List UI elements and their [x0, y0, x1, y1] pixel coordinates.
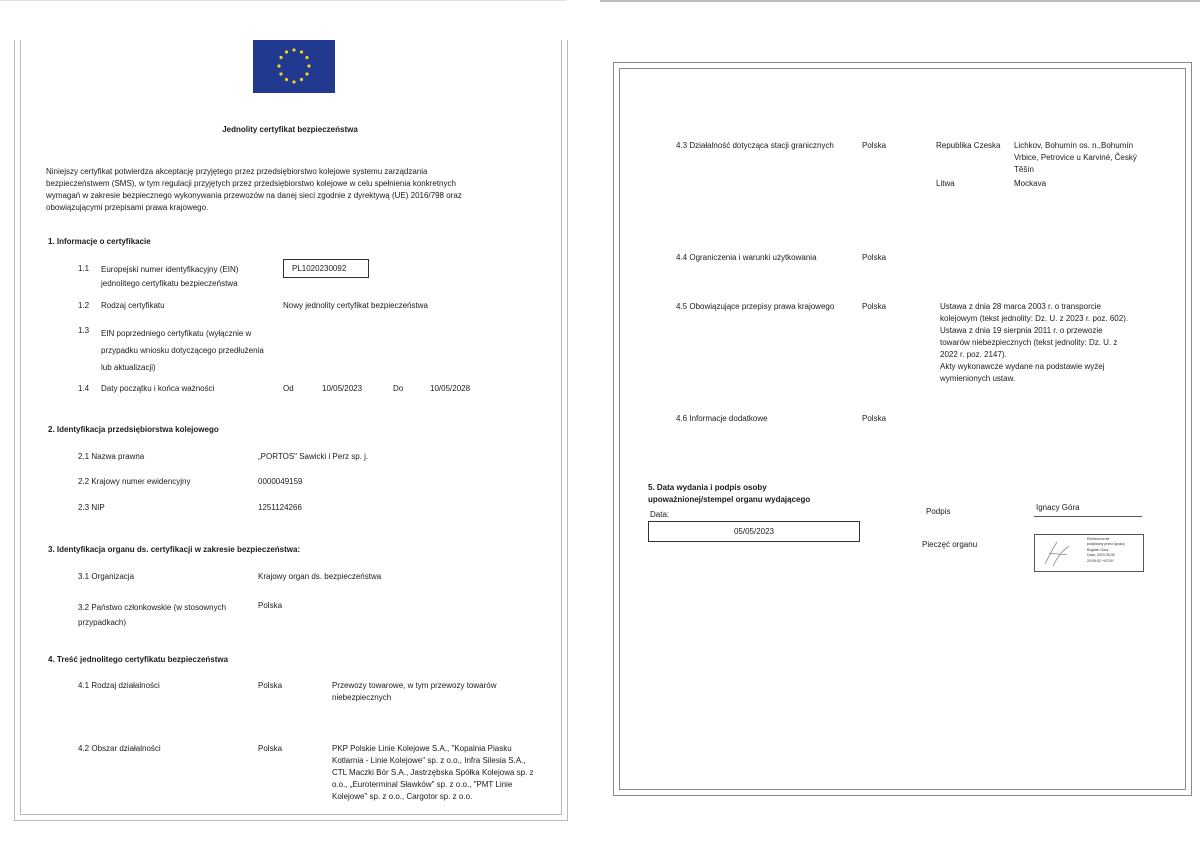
signature-name: Ignacy Góra [1036, 503, 1080, 512]
item-1-1-number: 1.1 [78, 264, 90, 273]
item-1-2-label: Rodzaj certyfikatu [101, 301, 165, 310]
signature-line [1034, 516, 1142, 517]
border-country-lithuania: Litwa [936, 179, 955, 188]
item-4-4-label: 4.4 Ograniczenia i warunki użytkowania [676, 253, 817, 262]
item-4-1-value-line: niebezpiecznych [332, 693, 392, 702]
validity-from-date: 10/05/2023 [322, 384, 363, 393]
item-3-2-label-line: 3.2 Państwo członkowskie (w stosownych [78, 603, 227, 612]
item-4-1-value [332, 680, 552, 704]
item-1-3-label-line: lub aktualizacji) [101, 363, 156, 372]
item-4-2-value-line: PKP Polskie Linie Kolejowe S.A., "Kopalnia Piasku [332, 744, 512, 753]
border-stations-line: Těšín [1014, 165, 1035, 174]
item-3-1-label: 3.1 Organizacja [78, 572, 135, 581]
item-4-5-value-line: Akty wykonawcze wydane na podstawie wyżej [940, 362, 1105, 371]
item-1-3-label [101, 325, 281, 376]
item-4-5-value-line: towarów niebezpiecznych (tekst jednolity: Dz. U. z [940, 338, 1118, 347]
item-4-2-country: Polska [258, 744, 283, 753]
item-4-2-value-line: Kotlarnia - Linie Kolejowe" sp. z o.o., Infra Silesia S.A., [332, 756, 526, 765]
item-2-2-label: 2.2 Krajowy numer ewidencyjny [78, 477, 191, 486]
issue-date-box: 05/05/2023 [648, 521, 860, 542]
item-4-3-country: Polska [862, 141, 887, 150]
validity-from-label: Od [283, 384, 294, 393]
item-4-5-value-line: Ustawa z dnia 28 marca 2003 r. o transporcie [940, 302, 1101, 311]
item-4-2-value-line: CTL Maczki Bór S.A., Jastrzębska Spółka Kolejowa sp. z [332, 768, 534, 777]
item-1-1-label [101, 263, 281, 291]
section-1-heading: 1. Informacje o certyfikacie [48, 237, 151, 246]
item-1-3-label-line: przypadku wniosku dotyczącego przedłużenia [101, 346, 264, 355]
item-4-1-value-line: Przewozy towarowe, w tym przewozy towarów [332, 681, 497, 690]
border-stations-czech [1014, 140, 1174, 176]
item-3-2-value: Polska [258, 601, 283, 610]
stamp-text-line: Data: 2023.05.05 [1087, 553, 1115, 558]
stamp-text-line: 20:59:02 +02'00' [1087, 558, 1114, 563]
item-3-1-value: Krajowy organ ds. bezpieczeństwa [258, 572, 382, 581]
intro-line: bezpieczeństwem (SMS), w tym regulacji przyjętych przez przedsiębiorstwo kolejowe w celu spełnienia konkretnych [46, 179, 456, 188]
section-5-heading-line: 5. Data wydania i podpis osoby [648, 483, 767, 492]
section-4-heading: 4. Treść jednolitego certyfikatu bezpieczeństwa [48, 655, 229, 664]
stamp-label: Pieczęć organu [922, 540, 978, 549]
stamp-text [1087, 537, 1141, 564]
right-page-top-rule [600, 0, 1200, 2]
item-1-3-label-line: EIN poprzedniego certyfikatu (wyłącznie w [101, 329, 252, 338]
item-4-4-country: Polska [862, 253, 887, 262]
item-4-2-value-line: o.o., „Euroterminal Sławków" sp. z o.o., "PMT Linie [332, 780, 513, 789]
section-2-heading: 2. Identyfikacja przedsiębiorstwa kolejowego [48, 425, 219, 434]
stamp-text-line: Bogdan Góra [1087, 547, 1109, 552]
item-2-3-label: 2.3 NIP [78, 503, 105, 512]
eu-flag-icon [253, 40, 335, 93]
item-1-4-number: 1.4 [78, 384, 90, 393]
item-2-1-value: „PORTOS" Sawicki i Perz sp. j. [258, 452, 369, 461]
item-1-2-number: 1.2 [78, 301, 90, 310]
item-1-2-value: Nowy jednolity certyfikat bezpieczeństwa [283, 301, 428, 310]
item-4-2-value-line: Kolejowe" sp. z o.o., Cargotor sp. z o.o. [332, 792, 473, 801]
item-4-6-country: Polska [862, 414, 887, 423]
section-3-heading: 3. Identyfikacja organu ds. certyfikacji w zakresie bezpieczeństwa: [48, 545, 301, 554]
section-5-heading [648, 482, 868, 506]
left-page-top-rule [0, 0, 566, 1]
item-2-2-value: 0000049159 [258, 477, 303, 486]
item-4-5-value-line: 2022 r. poz. 2147). [940, 350, 1007, 359]
border-stations-line: Lichkov, Bohumín os. n.,Bohumín [1014, 141, 1134, 150]
intro-line: Niniejszy certyfikat potwierdza akceptację przyjętego przez przedsiębiorstwo kolejowe systemu zarządzania [46, 167, 428, 176]
item-2-1-label: 2.1 Nazwa prawna [78, 452, 145, 461]
border-stations-line: Vrbice, Petrovice u Karviné, Český [1014, 153, 1137, 162]
stamp-text-line: Elektronicznie [1087, 537, 1110, 541]
item-4-2-label: 4.2 Obszar działalności [78, 744, 161, 753]
item-4-5-country: Polska [862, 302, 887, 311]
item-4-2-value [332, 743, 557, 803]
item-4-1-label: 4.1 Rodzaj działalności [78, 681, 160, 690]
stamp-text-line: podpisany przez Ignacy [1087, 542, 1125, 547]
item-4-5-value-line: Ustawa z dnia 19 sierpnia 2011 r. o przewozie [940, 326, 1103, 335]
item-3-2-label-line: przypadkach) [78, 618, 127, 627]
item-3-2-label [78, 600, 258, 630]
item-1-1-label-line: Europejski numer identyfikacyjny (EIN) [101, 265, 239, 274]
validity-to-label: Do [393, 384, 404, 393]
ein-number-box: PL1020230092 [283, 259, 369, 278]
item-4-6-label: 4.6 Informacje dodatkowe [676, 414, 768, 423]
item-1-3-number: 1.3 [78, 326, 90, 335]
intro-line: wymagań w zakresie bezpiecznego wykonywania przewozów na danej sieci zgodnie z dyrektywą (UE) 2016/798 oraz [46, 191, 462, 200]
border-station-lithuania: Mockava [1014, 179, 1047, 188]
item-1-1-label-line: jednolitego certyfikatu bezpieczeństwa [101, 279, 238, 288]
section-5-heading-line: upoważnionej/stempel organu wydającego [648, 495, 811, 504]
signature-scribble-icon [1039, 536, 1079, 570]
item-1-4-label: Daty początku i końca ważności [101, 384, 215, 393]
validity-to-date: 10/05/2028 [430, 384, 471, 393]
item-4-3-label: 4.3 Działalność dotycząca stacji granicznych [676, 141, 834, 150]
item-4-5-value-line: wymienionych ustaw. [940, 374, 1016, 383]
intro-line: obowiązującymi przepisami prawa krajowego. [46, 203, 209, 212]
item-4-5-label: 4.5 Obowiązujące przepisy prawa krajowego [676, 302, 835, 311]
item-2-3-value: 1251124266 [258, 503, 302, 512]
signature-label: Podpis [926, 507, 951, 516]
item-4-1-country: Polska [258, 681, 283, 690]
electronic-signature-stamp [1034, 534, 1144, 572]
right-page-inner-frame [619, 68, 1186, 790]
issue-date-label: Data: [650, 510, 670, 519]
border-country-czech: Republika Czeska [936, 141, 1001, 150]
intro-paragraph [46, 166, 551, 214]
item-4-5-value [940, 301, 1165, 385]
certificate-title: Jednolity certyfikat bezpieczeństwa [222, 125, 358, 134]
item-4-5-value-line: kolejowym (tekst jednolity: Dz. U. z 2023 r. poz. 602). [940, 314, 1129, 323]
